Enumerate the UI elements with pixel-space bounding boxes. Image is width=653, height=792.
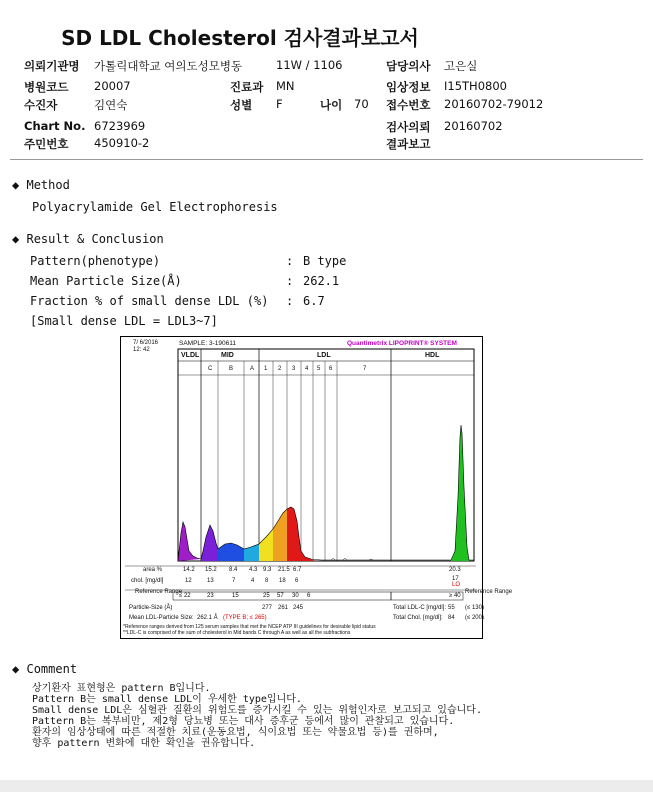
hdl-flag: LO [452,582,461,588]
chol-value: 8 [265,578,269,584]
ref-value: 25 [263,593,270,599]
result-size-value: 262.1 [303,274,340,288]
figure-time: 12: 42 [133,347,150,353]
result-note: [Small dense LDL = LDL3~7] [30,314,218,328]
ref-label: Reference Range [135,589,183,595]
ldl4-peak [301,551,313,561]
band-label: 4 [305,366,309,372]
comment-line: 향후 pattern 변화에 대한 확인을 권유합니다. [32,738,256,749]
ref-value: ≤ 22 [179,593,191,599]
result-colon: : [286,294,294,308]
area-value: 4.3 [249,567,258,573]
age-label: 나이 [320,98,343,112]
total-chol-label: Total Chol. [mg/dl]: [393,615,443,621]
receipt-value: 20160702-79012 [444,97,544,111]
result-colon: : [286,274,294,288]
band-label: 3 [292,366,296,372]
area-value: 15.2 [205,567,217,573]
particle-label: Particle-Size (Å) [129,605,173,611]
page-footer-bar [0,780,653,792]
id-label: 주민번호 [24,137,69,151]
chol-value: 6 [295,578,299,584]
footnote-1: *Reference ranges derived from 125 serum samples that met the NCEP ATP III guidelines for desirable lipid status [123,624,376,630]
area-value: 21.5 [278,567,290,573]
region-vldl: VLDL [181,352,200,359]
plot-frame [178,349,474,561]
institution-label: 의뢰기관명 [24,59,80,73]
region-ldl: LDL [317,352,331,359]
ldl2-peak [273,509,287,561]
sex-value: F [276,97,283,111]
age-value: 70 [354,97,369,111]
region-hdl: HDL [425,352,440,359]
figure-brand: Quantimetrix LIPOPRINT® SYSTEM [347,340,457,347]
result-size-label: Mean Particle Size(Å) [30,274,182,288]
ref-label-right: Reference Range [465,589,513,595]
institution-value: 가톨릭대학교 여의도성모병동 [94,59,243,73]
examinee-value: 김연숙 [94,98,128,112]
result-colon: : [286,254,294,268]
chol-value: 18 [279,578,286,584]
comment-line: Pattern B는 small dense LDL이 우세한 type입니다. [32,694,302,705]
figure-date: 7/ 6/2016 [133,340,159,346]
result-pattern-label: Pattern(phenotype) [30,254,161,268]
dept-label: 진료과 [230,80,264,94]
result-fraction-value: 6.7 [303,294,325,308]
band-label: 2 [278,366,282,372]
band-label: A [250,366,255,372]
ref-value: 6 [307,593,311,599]
trace-line [178,425,474,561]
result-fraction-label: Fraction % of small dense LDL (%) [30,294,269,308]
comment-line: Small dense LDL은 심혈관 질환의 위험도를 증가시킬 수 있는 위험인자로 보고되고 있습니다. [32,705,482,716]
comment-heading: ◆ Comment [12,662,78,676]
method-text: Polyacrylamide Gel Electrophoresis [32,200,278,214]
total-ldl-value: 55 [448,605,455,611]
chart-label: Chart No. [24,119,86,133]
sex-label: 성별 [230,98,253,112]
doctor-value: 고은실 [444,59,478,73]
area-label: area % [143,567,163,573]
total-chol-ref: (≤ 200) [465,615,484,621]
figure-sample: SAMPLE: 3-190611 [179,340,236,347]
chol-value: 4 [251,578,255,584]
particle-value: 277 [262,605,273,611]
ref-value: 15 [232,593,239,599]
ref-value: 57 [277,593,284,599]
clinical-label: 임상정보 [386,80,431,94]
report-title: SD LDL Cholesterol 검사결과보고서 [61,26,419,50]
mean-type: (TYPE B; ≤ 265) [223,615,267,621]
result-pattern-value: B type [303,254,347,268]
band-label: 6 [329,366,333,372]
receipt-label: 접수번호 [386,98,431,112]
band-label: 5 [317,366,321,372]
report-label: 결과보고 [386,137,431,151]
total-ldl-label: Total LDL-C [mg/dl]: [393,605,447,611]
bullet-diamond-icon: ◆ [12,662,20,676]
chart-value: 6723969 [94,119,146,133]
mid-c-peak [201,525,218,561]
hospital-code-value: 20007 [94,79,131,93]
chol-value: 12 [185,578,192,584]
area-value: 14.2 [183,567,195,573]
comment-line: Pattern B는 복부비만, 제2형 당뇨병 또는 대사 증후군 등에서 많이 관찰되고 있습니다. [32,716,455,727]
area-value: 6.7 [293,567,302,573]
hdl-ref-value: ≥ 40 [449,593,461,599]
chol-value: 13 [207,578,214,584]
region-mid: MID [221,352,234,359]
examinee-label: 수진자 [24,98,58,112]
mid-b-peak [218,543,244,561]
hdl-area-value: 20.3 [449,567,461,573]
id-value: 450910-2 [94,136,150,150]
header-divider [10,159,643,160]
ldl1-peak [259,529,273,561]
ref-value: 23 [207,593,214,599]
result-heading: ◆ Result & Conclusion [12,232,164,246]
total-chol-value: 84 [448,615,455,621]
band-label: B [229,366,234,372]
ref-value: 30 [292,593,299,599]
vldl-peak [178,522,201,561]
chol-label: chol. [mg/dl] [131,578,164,584]
method-heading: ◆ Method [12,178,70,192]
dept-value: MN [276,79,295,93]
particle-value: 245 [293,605,304,611]
clinical-value: I15TH0800 [444,79,507,93]
bullet-diamond-icon: ◆ [12,178,20,192]
ward-value: 11W / 1106 [276,58,343,72]
total-ldl-ref: (≤ 130) [465,605,484,611]
request-label: 검사의뢰 [386,120,431,134]
bullet-diamond-icon: ◆ [12,232,20,246]
comment-body [32,683,482,749]
comment-line: 상기환자 표현형은 pattern B입니다. [32,683,211,694]
area-value: 9.3 [263,567,272,573]
chol-value: 7 [232,578,236,584]
request-value: 20160702 [444,119,503,133]
hdl-chol-value: 17 [452,576,459,582]
area-value: 8.4 [229,567,238,573]
band-label: 7 [363,366,367,372]
band-label: C [208,366,213,372]
doctor-label: 담당의사 [386,59,431,73]
mean-label: Mean LDL-Particle Size: [129,615,194,621]
lipoprint-figure [120,336,513,639]
band-label: 1 [264,366,268,372]
hospital-code-label: 병원코드 [24,80,69,94]
comment-line: 환자의 임상상태에 따른 적절한 치료(운동요법, 식이요법 또는 약물요법 등)를 권하며, [32,727,439,738]
particle-value: 261 [278,605,289,611]
footnote-2: **LDL-C is comprised of the sum of cholesterol in Mid bands C through A as well as all the subfractions [123,630,351,636]
mean-value: 262.1 Å [197,615,218,621]
